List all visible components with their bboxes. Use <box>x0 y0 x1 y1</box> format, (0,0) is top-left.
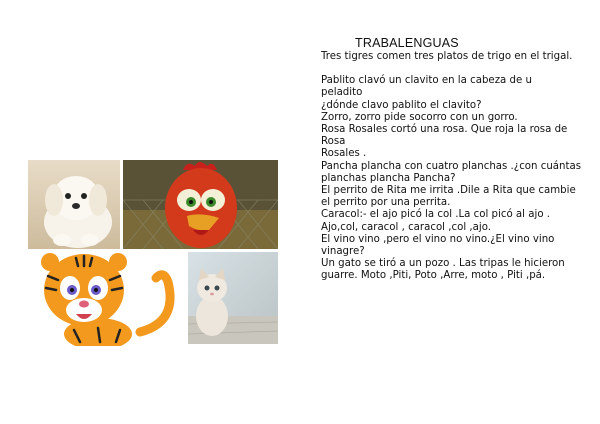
first-line: Tres tigres comen tres platos de trigo en el trigal. <box>321 51 573 62</box>
tiger-image <box>28 252 186 346</box>
text-line: El perrito de Rita me irrita .Dile a Rita que cambie el perrito por una perrita. <box>321 185 576 209</box>
text-line: ¿dónde clavo pablito el clavito? <box>321 99 482 111</box>
text-line: Un gato se tiró a un pozo . Las tripas le hicieron guarre. Moto ,Piti, Poto ,Arre, moto , Piti ,pá. <box>321 258 565 282</box>
text-line: Pablito clavó un clavito en la cabeza de u peladito <box>321 75 532 99</box>
page-title: TRABALENGUAS <box>355 36 459 50</box>
tongue-twister-text <box>321 36 589 283</box>
text-line: El vino vino ,pero el vino no vino.¿El vino vino vinagre? <box>321 233 555 258</box>
text-line: Zorro, zorro pide socorro con un gorro. <box>321 111 518 123</box>
text-line: Caracol:- el ajo picó la col .La col picó al ajo . <box>321 209 551 221</box>
text-line: Ajo,col, caracol , caracol ,col ,ajo. <box>321 221 491 233</box>
kitten-image <box>188 252 278 344</box>
text-line: Rosa Rosales cortó una rosa. Que roja la rosa de Rosa Rosales . <box>321 124 568 160</box>
puppy-image <box>28 160 120 249</box>
rooster-image <box>123 160 278 249</box>
text-line: Pancha plancha con cuatro planchas .¿con cuántas planchas plancha Pancha? <box>321 160 582 184</box>
